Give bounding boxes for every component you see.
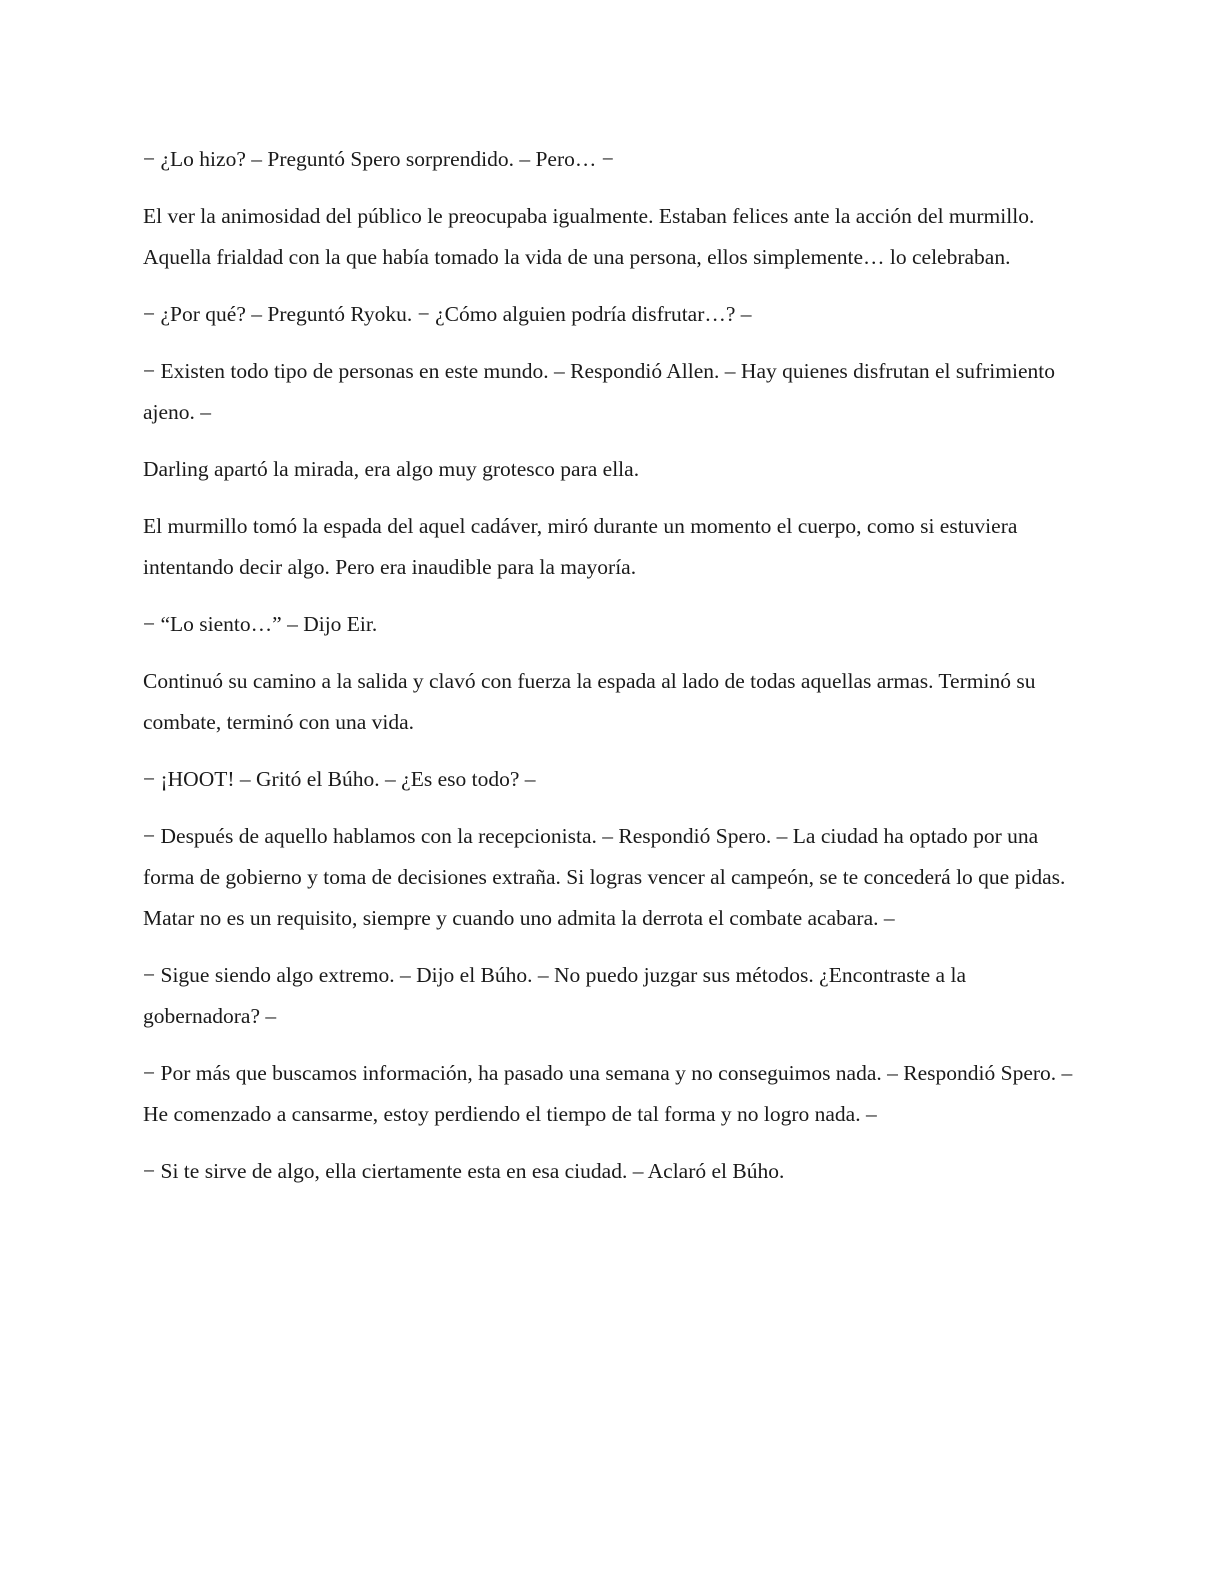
paragraph: Continuó su camino a la salida y clavó con fuerza la espada al lado de todas aquellas armas. Terminó su combate, terminó con una vida.	[143, 669, 1036, 734]
paragraph: − ¡HOOT! – Gritó el Búho. – ¿Es eso todo? –	[143, 767, 536, 791]
paragraph: − Por más que buscamos información, ha pasado una semana y no conseguimos nada. – Respondió Spero. – He comenzado a cansarme, estoy perdiendo el tiempo de tal forma y no logro nada. –	[143, 1061, 1073, 1126]
paragraph: El murmillo tomó la espada del aquel cadáver, miró durante un momento el cuerpo, como si estuviera intentando decir algo. Pero era inaudible para la mayoría.	[143, 514, 1018, 579]
paragraph: − “Lo siento…” – Dijo Eir.	[143, 612, 378, 636]
paragraph: − ¿Lo hizo? – Preguntó Spero sorprendido. – Pero… −	[143, 147, 614, 171]
paragraph: − Si te sirve de algo, ella ciertamente esta en esa ciudad. – Aclaró el Búho.	[143, 1159, 785, 1183]
paragraph: − Existen todo tipo de personas en este mundo. – Respondió Allen. – Hay quienes disfrutan el sufrimiento ajeno. –	[143, 359, 1055, 424]
paragraph: El ver la animosidad del público le preocupaba igualmente. Estaban felices ante la acción del murmillo. Aquella frialdad con la que había tomado la vida de una persona, ellos simplemente… lo celebraban.	[143, 204, 1035, 269]
paragraph: − Sigue siendo algo extremo. – Dijo el Búho. – No puedo juzgar sus métodos. ¿Encontraste a la gobernadora? –	[143, 963, 966, 1028]
document-body	[143, 139, 1073, 1208]
paragraph: Darling apartó la mirada, era algo muy grotesco para ella.	[143, 457, 640, 481]
paragraph: − Después de aquello hablamos con la recepcionista. – Respondió Spero. – La ciudad ha optado por una forma de gobierno y toma de decisiones extraña. Si logras vencer al campeón, se te concederá lo que pidas. Matar no es un requisito, siempre y cuando uno admita la derrota el combate acabara. –	[143, 824, 1066, 930]
paragraph: − ¿Por qué? – Preguntó Ryoku. − ¿Cómo alguien podría disfrutar…? –	[143, 302, 752, 326]
